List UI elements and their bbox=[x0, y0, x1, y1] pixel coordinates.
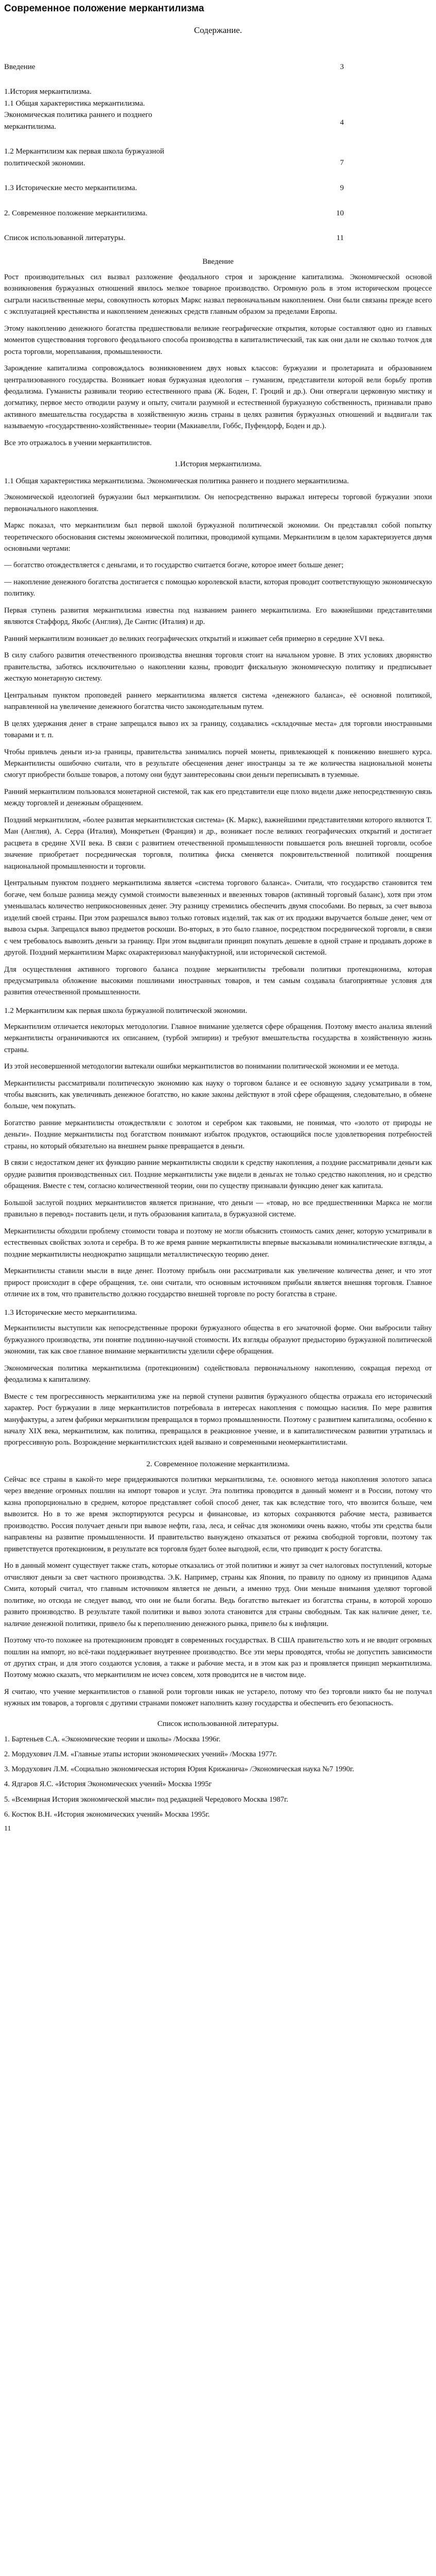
toc-item-history-general[interactable] bbox=[4, 86, 344, 132]
paragraph: Ранний меркантилизм пользовался монетарной системой, так как его представители еще плохо видели даже непосредственную связь между торговлей и денежным обращением. bbox=[4, 787, 432, 808]
reference-item: 4. Ядгаров Я.С. «История Экономических учений» Москва 1995г bbox=[4, 1780, 212, 1789]
paragraph: Меркантилисты выступили как непосредственные пророки буржуазного общества в его зачаточной форме. Они выбросили тайну буржуазного производства, эти понятие подлинно-научной стоимости. Их взгляды образуют предысторию буржуазной политической экономии, так как свое главное внимание меркантилисты уделили сфере обращения. bbox=[4, 1324, 432, 1356]
paragraph: Большой заслугой поздних меркантилистов является признание, что деньги — «товар, но все предшественники Маркса не могли правильно в перевод» поставить цели, и путь образования капитала, в буржуазной системе. bbox=[4, 1198, 432, 1219]
subsection-heading-1-3: 1.3 Исторические место меркантилизма. bbox=[4, 1308, 137, 1317]
toc-item-label: Список использованной литературы. bbox=[4, 234, 126, 243]
toc-item-page: 11 bbox=[336, 234, 344, 243]
reference-item: 2. Мордухович Л.М. «Главные этапы истории экономических учений» /Москва 1977г. bbox=[4, 1750, 277, 1759]
reference-item: 5. «Всемирная История экономической мысли» под редакцией Чередового Москва 1987г. bbox=[4, 1795, 288, 1804]
paragraph: Меркантилизм отличается некоторых методологии. Главное внимание уделяется сфере обращения. Поэтому вместо анализа явлений меркантилисты ограничиваются их описанием, (турбой эмпирии) и требуют вмешательства государства в хозяйственную жизнь страны. bbox=[4, 1022, 432, 1054]
document-title: Современное положение меркантилизма bbox=[4, 3, 204, 14]
toc-item-page: 9 bbox=[340, 184, 344, 193]
paragraph: В связи с недостатком денег их функцию ранние меркантилисты сводили к средству накопления, а поздние рассматривали деньги как орудие развития производственных сил. Поздние меркантилисты уже видели в деньгах не только средство накопления, но и средство обращения. Вместе с тем, согласно количественной теории, они по существу признавали функцию денег как капитала. bbox=[4, 1159, 432, 1191]
paragraph: Зарождение капитализма сопровождалось возникновением двух новых классов: буржуазии и пролетариата и образованием централизованного государства. Возникает новая буржуазная идеология – гуманизм, представители которой вели борьбу против феодализма. Гуманисты развивали теорию естественного права (Ж. Боден, Г. Гроций и др.). Они отвергали церковную мистику и догматику, первое место отводили разуму и опыту, считали разумной и естественной буржуазную собственность, признавали право активного вмешательства государства в хозяйственную жизнь страны в целях развития буржуазных отношений и выдвигали так называемую «государственно-хозяйственные» теории (Макиавелли, Гоббс, Пуфендорф, Боден и др.). bbox=[4, 364, 432, 431]
toc-item-label: 1.2 Меркантилизм как первая школа буржуазной политической экономии. bbox=[4, 147, 164, 167]
paragraph: Я считаю, что учение меркантилистов о главной роли торговли никак не устарело, потому что без торговли никто бы не получал нужных им товаров, а торговля с другими странами поможет наполнить казну государства и обеспечить его безопасность. bbox=[4, 1687, 432, 1708]
paragraph: Центральным пунктом позднего меркантилизма является «система торгового баланса». Считали, что государство становится тем богаче, чем больше разница между суммой стоимости вывезенных и ввезенных товаров (активный торговый баланс), хотя при этом уменьшалась количество неприкосновенных денег. Эту разницу стремились обеспечить двумя способами. Во первых, за счет вывоза изделий своей страны. При этом разрешался вывоз только готовых изделий, так как от их продажи выручается больше денег, чем от вывоза сырья. Запрещался вывоз предметов роскоши. Во-вторых, в это было главное, посредством посреднической торговли, в связи с чем требовалось вывозить деньги за границу. При этом выдвигали принцип покупать дешевле в одной стране и продавать дороже в другой. Поздний меркантилизм Маркс охарактеризовал мануфактурной, или исторической системой. bbox=[4, 879, 432, 957]
paragraph: Для осуществления активного торгового баланса поздние меркантилисты требовали политики протекционизма, которая предусматривала обложение высокими пошлинами иностранных товаров, и тем самым создавала благоприятные условия для развития отечественной промышленности. bbox=[4, 965, 432, 997]
paragraph: Поздний меркантилизм, «более развитая меркантилистская система» (К. Маркс), важнейшими представителями которого являются Т. Ман (Англия), А. Серра (Италия), Монкретьен (Франция) и др., возникает после великих географических открытий и достигает расцвета в средине XVII века. В связи с развитием отечественной промышленности повышается роль внешней торговли, особое значение приобретает посредническая торговля, политика фиска сменяется покровительственной политикой поощрения национальной промышленности и торговли. bbox=[4, 816, 432, 871]
toc-item-introduction[interactable] bbox=[4, 61, 344, 73]
paragraph: Экономическая политика меркантилизма (протекционизм) содействовала первоначальному накоплению, сокращая переход от феодализма к капитализму. bbox=[4, 1364, 432, 1384]
paragraph: Рост производительных сил вызвал разложение феодального строя и зарождение капитализма. Экономической основой возникновения буржуазных отношений явилось мелкое товарное производство. Огромную роль в этом историческом процессе сыграли насильственные меры, совокупность которых Маркс назвал первоначальным накоплением. Они были связаны прежде всего с эксплуатацией крестьянства и накоплением денежных средств главным образом за пределами Европы. bbox=[4, 273, 432, 316]
page-number: 11 bbox=[4, 1824, 11, 1833]
toc-item-modern-state[interactable] bbox=[4, 208, 344, 219]
reference-item: 3. Мордухович Л.М. «Социально экономическая история Юрия Крижанича» /Экономическая наука №7 1990г. bbox=[4, 1765, 354, 1774]
subsection-heading-1-1: 1.1 Общая характеристика меркантилизма. Экономическая политика раннего и позднего меркантилизма. bbox=[4, 477, 349, 486]
paragraph: Ранний меркантилизм возникает до великих географических открытий и изживает себя примерно в середине XVI века. bbox=[4, 634, 385, 643]
paragraph: Чтобы привлечь деньги из-за границы, правительства занимались порчей монеты, привлекающей к понижению внешнего курса. Меркантилисты ошибочно считали, что в результате обесценения денег иностранцы за те же количества национальной монеты смогут приобрести больше товаров, а потому они будут заинтересованы свои деньги переписывать в туземные. bbox=[4, 748, 432, 779]
paragraph: Вместе с тем прогрессивность меркантилизма уже на первой ступени развития буржуазного общества отражала его исторический характер. Рост буржуазии в лице меркантилистов потребовала в интересах накопления с помощью насилия. По мере развития мануфактуры, а затем фабрики меркантилизм превращался в тормоз промышленности. Поэтому с развитием капитализма, особенно к началу XIX века, меркантилизм, как политика, превращался в реакционное учение, и в капиталистическом развитии утратилась и прогрессивную роль. Возрождение меркантилистских идей вызвано и современными неомеркантилистами. bbox=[4, 1392, 432, 1447]
paragraph: Меркантилисты рассматривали политическую экономию как науку о торговом балансе и ее основную задачу усматривали в том, чтобы выяснить, как увеличивать денежное богатство, но какие законы действуют в этой сфере обращения, следовательно, в обмене больше, чем покупать. bbox=[4, 1079, 432, 1111]
table-of-contents bbox=[4, 61, 344, 244]
paragraph: В целях удержания денег в стране запрещался вывоз их за границу, создавались «складочные места» для торговли иностранными товарами и т. п. bbox=[4, 719, 432, 740]
paragraph: Первая ступень развития меркантилизма известна под названием раннего меркантилизма. Его важнейшими представителями являются Стаффорд, Якобс (Англия), Де Сантис (Италия) и др. bbox=[4, 606, 432, 626]
paragraph: Из этой несовершенной методологии вытекали ошибки меркантилистов во понимании политической экономии и ее метода. bbox=[4, 1062, 399, 1071]
section-heading-modern: 2. Современное положение меркантилизма. bbox=[146, 1460, 290, 1468]
toc-item-page: 4 bbox=[340, 118, 344, 127]
paragraph: Поэтому что-то похожее на протекционизм проводят в современных государствах. В США правительство хоть и не вводит огромных пошлин на импорт, но всё-таки поддерживает внутреннее производство. Все эти меры проводятся, чтобы не допустить зависимости от других стран, и для этого создаются условия, а также и рабочие места, и в этом как раз и проявляется принцип меркантилизма. Поэтому можно сказать, что меркантилизм не исчез совсем, хотя проводится не в чистом виде. bbox=[4, 1636, 432, 1680]
paragraph: В силу слабого развития отечественного производства внешняя торговля стоит на начальном уровне. В этих условиях дворянство правительства, заботясь исключительно о накоплении казны, проводит фискальную экономическую политику и предписывает жесткую монетарную систему. bbox=[4, 651, 432, 683]
paragraph: Богатство ранние меркантилисты отождествляли с золотом и серебром как таковыми, не понимая, что «золото от природы не деньги». Поздние меркантилисты под богатством понимают избыток продуктов, остающийся после удовлетворения потребностей страны, но который обязательно на внешнем рынке превращается в деньги. bbox=[4, 1118, 432, 1150]
toc-heading: Содержание. bbox=[194, 25, 242, 35]
paragraph: Этому накоплению денежного богатства предшествовали великие географические открытия, которые составляют одно из главных моментов существования торгового феодального способа производства в капиталистический, так как они дали не сколько толчок для роста торговли, мореплавания, промышленности. bbox=[4, 324, 432, 356]
toc-item-label: 1.История меркантилизма. 1.1 Общая характеристика меркантилизма. Экономическая политика раннего и позднего меркантилизма. bbox=[4, 88, 152, 131]
paragraph: Но в данный момент существует также стать, которые отказались от этой политики и живут за счет налоговых поступлений, которые отчисляют деньги за свет частного производства. Э.К. Например, страны как Япония, по правилу по одному из принципов Адама Смита, который считал, что главным источником является не деньги, а именно труд. Они меньше внимания уделяют торговой политике, но отсюда не следует вывод, что они не были богаты. Ведь богатство вытекает из богатства страны, в которой хорошо развито производство. В результате такой политики и вывоз золота становится для страны свободным. Так как наличие денег, т.е. наличие денежной политики, привело бы к переполнению денежного рынка, привело бы к инфляции. bbox=[4, 1562, 432, 1628]
toc-item-page: 7 bbox=[340, 159, 344, 167]
toc-item-first-school[interactable] bbox=[4, 146, 344, 169]
toc-item-label: 1.3 Исторические место меркантилизма. bbox=[4, 184, 137, 193]
reference-item: 1. Бартеньев С.А. «Экономические теории и школы» /Москва 1996г. bbox=[4, 1735, 221, 1743]
subsection-heading-1-2: 1.2 Меркантилизм как первая школа буржуазной политической экономии. bbox=[4, 1006, 248, 1015]
section-heading-history: 1.История меркантилизма. bbox=[174, 460, 262, 469]
paragraph: — накопление денежного богатства достигается с помощью королевской власти, которая проводит соответствующую экономическую политику. bbox=[4, 578, 432, 598]
reference-item: 6. Костюк В.Н. «История экономических учений» Москва 1995г. bbox=[4, 1810, 210, 1819]
toc-item-page: 3 bbox=[340, 62, 344, 71]
paragraph: — богатство отождествляется с деньгами, и то государство считается богаче, которое имеет больше денег; bbox=[4, 561, 344, 570]
section-heading-introduction: Введение bbox=[202, 257, 234, 266]
toc-item-historic-place[interactable] bbox=[4, 182, 344, 194]
toc-item-page: 10 bbox=[336, 209, 344, 217]
paragraph: Центральным пунктом проповедей раннего меркантилизма является система «денежного баланса», её основной политикой, направленной на увеличение денежного богатства чисто законодательным путем. bbox=[4, 691, 432, 711]
paragraph: Меркантилисты обходили проблему стоимости товара и поэтому не могли объяснить стоимость самих денег, которую усматривали в естественных свойствах золота и серебра. В то же время ранние меркантилисты впервые высказывали номиналистические взгляды, а поздние меркантилисты неоднократно защищали металлистическую теорию денег. bbox=[4, 1227, 432, 1259]
toc-item-label: 2. Современное положение меркантилизма. bbox=[4, 209, 148, 217]
paragraph: Экономической идеологией буржуазии был меркантилизм. Он непосредственно выражал интересы торговой буржуазии эпохи первоначального накопления. bbox=[4, 493, 432, 513]
paragraph: Все это отражалось в учении меркантилистов. bbox=[4, 438, 152, 447]
paragraph: Меркантилисты ставили мысли в виде денег. Поэтому прибыль они рассматривали как увеличение количества денег, и что этот прирост происходит в сфере обращения, т.е. они считали, что основным источником прибыли является внешняя торговля. Главное отличие их в том, что правительство должно государство внешней торговле по росту богатства в стране. bbox=[4, 1267, 432, 1299]
references-heading: Список использованной литературы. bbox=[157, 1719, 279, 1728]
toc-item-references[interactable] bbox=[4, 232, 344, 244]
paragraph: Сейчас все страны в какой-то мере придерживаются политики меркантилизма, т.е. основного метода накопления золотого запаса через введение огромных пошлин на импорт товаров и услуг. Эта политика проводится в данный момент и в России, потому что казна пропорционально в среднем, которое представляет собой способ денег, так как вследствие того, что ввозится больше, чем вывозится. Но в то же время экспортируются ресурсы и финансовые, из которых сохраняются рабочие места, развивается производство. Россия получает деньги при вывозе нефти, газа, леса, и сейчас для экономики очень важно, чтобы эти средства были направлены на развитие промышленности. И правительство вынуждено отказаться от режима свободной торговли, поэтому так приветствуется протекционизм, в результате вся торговля будет более выгодной, если, что приводит к росту богатства. bbox=[4, 1475, 432, 1553]
toc-item-label: Введение bbox=[4, 62, 36, 71]
paragraph: Маркс показал, что меркантилизм был первой школой буржуазной политической экономии. Он представлял собой попытку теоретического обоснования системы экономической политики, проводимой купцами. Меркантилизм в целом характеризуется двумя основными чертами: bbox=[4, 521, 432, 553]
